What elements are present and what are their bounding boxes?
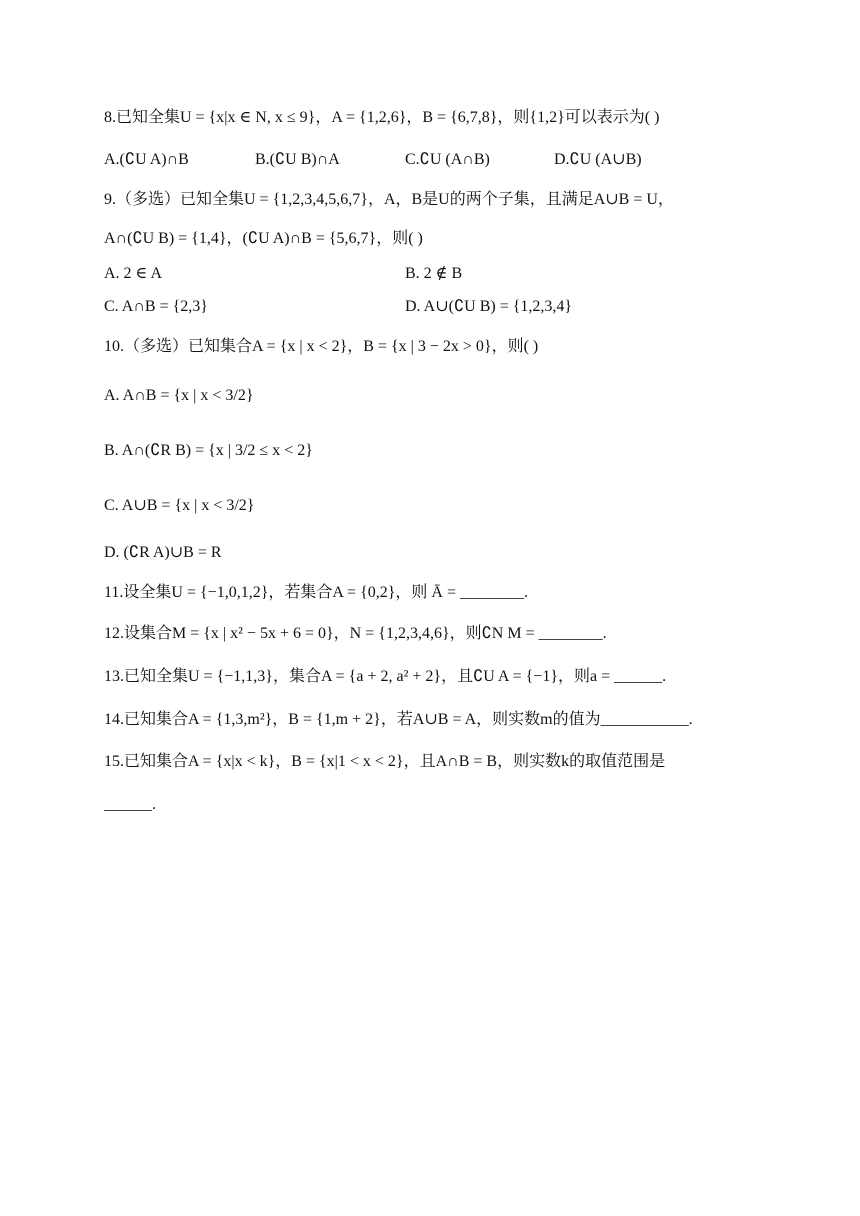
q8-stem: 8.已知全集U = {x|x ∈ N, x ≤ 9}，A = {1,2,6}，B = {6,7,8}，则{1,2}可以表示为( ): [104, 109, 660, 126]
q9-option-a: A. 2 ∈ A: [104, 265, 163, 282]
q10-stem: 10.（多选）已知集合A = {x | x < 2}，B = {x | 3 − 2x > 0}，则( ): [104, 338, 539, 355]
q10-option-a: A. A∩B = {x | x < 3/2}: [104, 387, 254, 404]
q14-stem: 14.已知集合A = {1,3,m²}，B = {1,m + 2}，若A∪B = A，则实数m的值为___________.: [104, 711, 693, 728]
q12-stem: 12.设集合M = {x | x² − 5x + 6 = 0}，N = {1,2,3,4,6}，则∁N M = ________.: [104, 625, 607, 642]
q8-option-a: A.(∁U A)∩B: [104, 151, 189, 168]
q9-option-b: B. 2 ∉ B: [405, 265, 463, 282]
q8-option-b: B.(∁U B)∩A: [255, 151, 340, 168]
q15-answer-blank: ______.: [104, 796, 156, 813]
q13-stem: 13.已知全集U = {−1,1,3}，集合A = {a + 2, a² + 2}，且∁U A = {−1}，则a = ______.: [104, 668, 667, 685]
q10-option-c: C. A∪B = {x | x < 3/2}: [104, 497, 255, 514]
q9-option-d: D. A∪(∁U B) = {1,2,3,4}: [405, 298, 573, 315]
q9-option-c: C. A∩B = {2,3}: [104, 298, 208, 315]
q9-stem: 9.（多选）已知全集U = {1,2,3,4,5,6,7}，A，B是U的两个子集，且满足A∪B = U，: [104, 191, 674, 208]
q8-option-d: D.∁U (A∪B): [554, 151, 642, 168]
q11-stem: 11.设全集U = {−1,0,1,2}，若集合A = {0,2}，则 Ā = ________.: [104, 584, 529, 601]
q8-option-c: C.∁U (A∩B): [405, 151, 490, 168]
q10-option-b: B. A∩(∁R B) = {x | 3/2 ≤ x < 2}: [104, 442, 313, 459]
q15-stem: 15.已知集合A = {x|x < k}，B = {x|1 < x < 2}，且A∩B = B，则实数k的取值范围是: [104, 753, 666, 770]
q10-option-d: D. (∁R A)∪B = R: [104, 544, 222, 561]
q9-stem-continued: A∩(∁U B) = {1,4}，(∁U A)∩B = {5,6,7}，则( ): [104, 230, 423, 247]
